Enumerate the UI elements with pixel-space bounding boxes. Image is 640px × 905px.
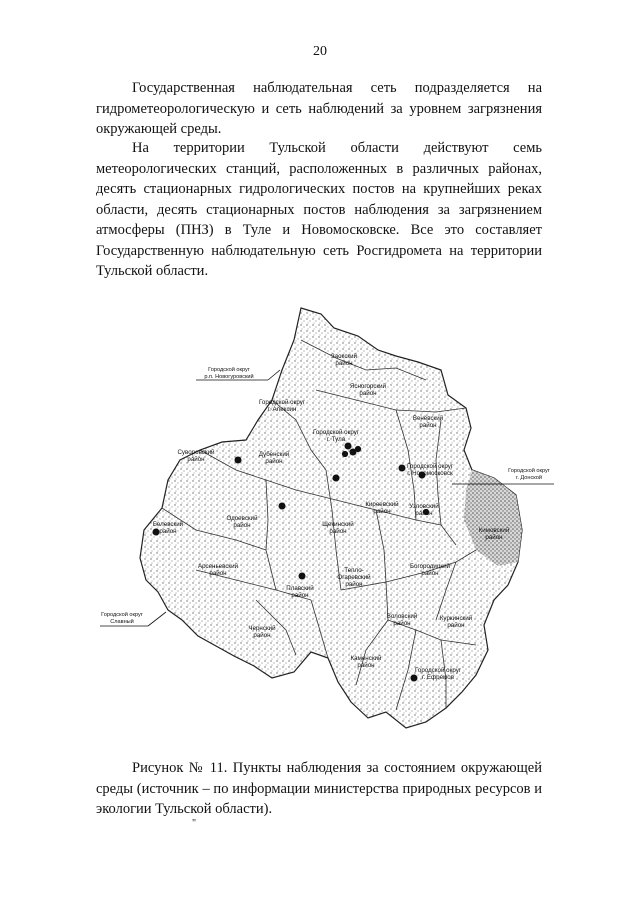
district-label: Воловский район <box>386 613 418 627</box>
district-label: Венёвский район <box>412 415 444 429</box>
district-label: Суворовский район <box>177 449 215 463</box>
station-marker <box>279 503 285 509</box>
callout-label: Городской округ г. Донской <box>508 468 550 481</box>
district-label: Богородицкий район <box>409 563 451 577</box>
district-label: Городской округ г. Тула <box>312 429 360 443</box>
paragraph-network <box>96 138 542 282</box>
station-marker <box>153 529 159 535</box>
district-label: Арсеньевский район <box>197 563 239 577</box>
district-label: Городской округ г. Новомосковск <box>406 463 454 477</box>
district-label: Городской округ г. Алексин <box>258 399 306 413</box>
district-label: Узловский район <box>409 503 439 517</box>
paragraph-intro-text: Государственная наблюдательная сеть подразделяется на гидрометеорологическую и сеть наблюдений за уровнем загрязнения окружающей среды. <box>96 80 542 137</box>
figure-caption <box>96 758 542 820</box>
station-marker <box>299 573 305 579</box>
district-label: Ясногорский район <box>349 383 387 397</box>
station-marker <box>333 475 339 481</box>
callout-novogurovsky <box>196 366 280 380</box>
station-marker <box>345 443 351 449</box>
district-label: Белевский район <box>152 521 184 535</box>
callout-slavny <box>100 611 166 626</box>
district-label: Киреевский район <box>365 501 399 515</box>
station-marker <box>235 457 241 463</box>
district-label: Дубенский район <box>258 451 290 465</box>
district-label: Плавский район <box>286 585 314 599</box>
district-label: Каменский район <box>350 655 382 669</box>
map-figure <box>96 300 556 740</box>
station-marker <box>342 451 347 456</box>
district-label: Тепло-Огаревский район <box>337 567 371 588</box>
page-number: 20 <box>313 44 327 59</box>
district-label: Городской округ г. Ефремов <box>414 667 462 681</box>
callout-label: Городской округ Славный <box>101 612 143 625</box>
district-label: Заокский район <box>330 353 358 367</box>
footer-mark: " <box>192 818 197 829</box>
district-label: Чернский район <box>248 625 276 639</box>
district-label: Щекинский район <box>322 521 354 535</box>
figure-caption-text: Рисунок № 11. Пункты наблюдения за состоянием окружающей среды (источник – по информации министерства природных ресурсов и экологии Тульской области). <box>96 760 542 817</box>
callout-label: Городской округ р.п. Новогуровский <box>204 367 254 380</box>
district-label: Одоевский район <box>226 515 258 529</box>
station-marker <box>411 675 417 681</box>
tula-region-map <box>96 300 556 740</box>
station-marker <box>399 465 405 471</box>
district-label: Куркинский район <box>439 615 473 629</box>
station-marker <box>355 446 360 451</box>
paragraph-intro <box>96 78 542 140</box>
district-label: Кимовский район <box>478 527 510 541</box>
paragraph-network-text: На территории Тульской области действуют семь метеорологических станций, расположенных в различных районах, десять стационарных гидрологических постов на крупнейших реках области, десять стационарных постов наблюдения за загрязнением атмосферы (ПНЗ) в Туле и Новомосковске. Все это составляет Государственную наблюдательную сеть Росгидромета на территории Тульской области. <box>96 140 542 279</box>
